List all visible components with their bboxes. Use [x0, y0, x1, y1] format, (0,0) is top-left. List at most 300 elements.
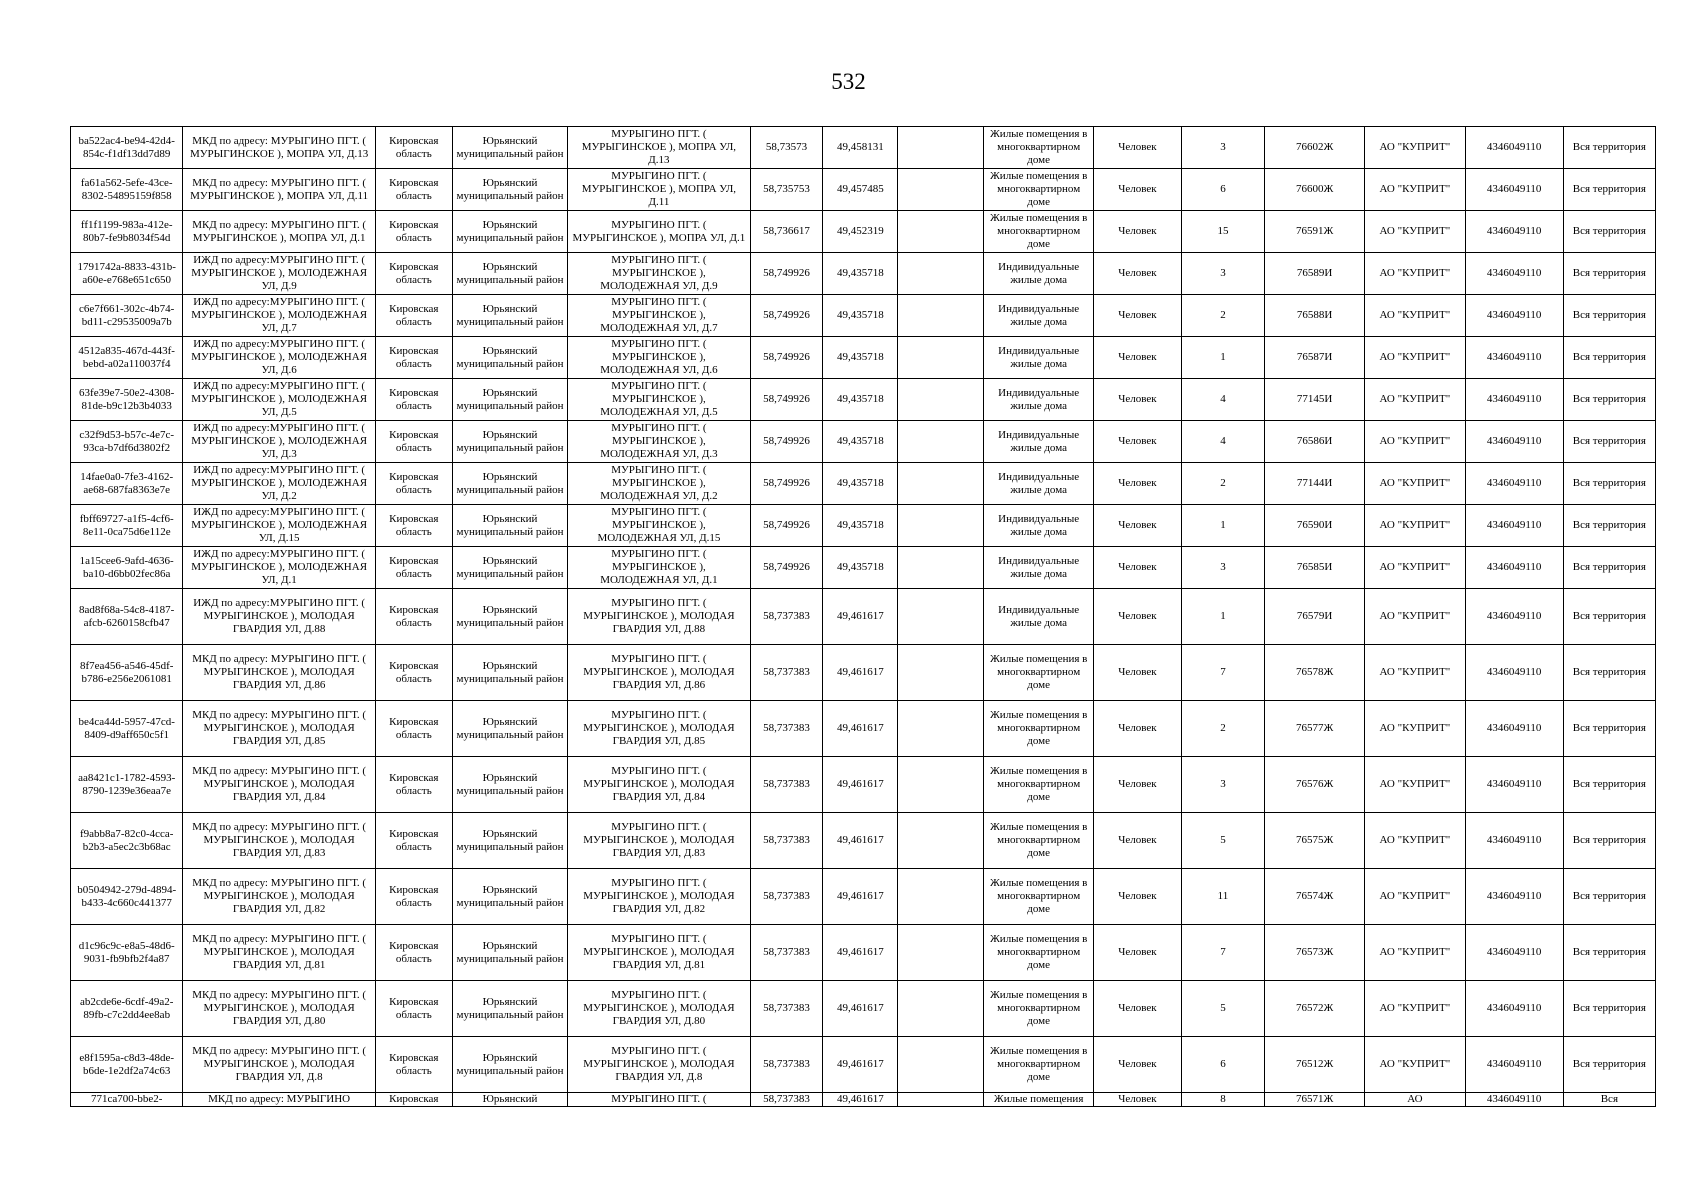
latitude-cell: 58,749926 — [750, 463, 823, 505]
empty-cell — [898, 925, 984, 981]
district-cell: Юрьянский муниципальный район — [452, 645, 567, 701]
longitude-cell: 49,461617 — [823, 1037, 898, 1093]
organization-cell: АО "КУПРИТ" — [1365, 645, 1465, 701]
object-name-cell: МКД по адресу: МУРЫГИНО ПГТ. ( МУРЫГИНСКОЕ ), МОПРА УЛ, Д.11 — [183, 169, 375, 211]
district-cell: Юрьянский муниципальный район — [452, 169, 567, 211]
row-id-cell: ff1f1199-983a-412e-80b7-fe9b8034f54d — [71, 211, 183, 253]
code-cell: 76579И — [1265, 589, 1365, 645]
row-id-cell: f9abb8a7-82c0-4cca-b2b3-a5ec2c3b68ac — [71, 813, 183, 869]
table-row — [71, 925, 1656, 981]
region-cell: Кировская область — [375, 337, 452, 379]
empty-cell — [898, 379, 984, 421]
unit-cell: Человек — [1093, 757, 1181, 813]
count-cell: 2 — [1181, 295, 1264, 337]
territory-cell: Вся территория — [1563, 421, 1655, 463]
table-row — [71, 169, 1656, 211]
region-cell: Кировская область — [375, 981, 452, 1037]
object-name-cell: МКД по адресу: МУРЫГИНО ПГТ. ( МУРЫГИНСКОЕ ), МОЛОДАЯ ГВАРДИЯ УЛ, Д.83 — [183, 813, 375, 869]
address-cell: МУРЫГИНО ПГТ. ( МУРЫГИНСКОЕ ), МОЛОДАЯ ГВАРДИЯ УЛ, Д.86 — [568, 645, 750, 701]
empty-cell — [898, 337, 984, 379]
empty-cell — [898, 645, 984, 701]
organization-cell: АО "КУПРИТ" — [1365, 337, 1465, 379]
row-id-cell: be4ca44d-5957-47cd-8409-d9aff650c5f1 — [71, 701, 183, 757]
code-cell: 76575Ж — [1265, 813, 1365, 869]
latitude-cell: 58,737383 — [750, 701, 823, 757]
address-cell: МУРЫГИНО ПГТ. ( МУРЫГИНСКОЕ ), МОЛОДАЯ ГВАРДИЯ УЛ, Д.8 — [568, 1037, 750, 1093]
count-cell: 5 — [1181, 813, 1264, 869]
district-cell: Юрьянский — [452, 1093, 567, 1107]
empty-cell — [898, 1093, 984, 1107]
organization-cell: АО "КУПРИТ" — [1365, 589, 1465, 645]
district-cell: Юрьянский муниципальный район — [452, 813, 567, 869]
row-id-cell: 14fae0a0-7fe3-4162-ae68-687fa8363e7e — [71, 463, 183, 505]
inn-cell: 4346049110 — [1465, 547, 1563, 589]
latitude-cell: 58,737383 — [750, 925, 823, 981]
region-cell: Кировская область — [375, 421, 452, 463]
empty-cell — [898, 169, 984, 211]
district-cell: Юрьянский муниципальный район — [452, 463, 567, 505]
region-cell: Кировская область — [375, 701, 452, 757]
region-cell: Кировская область — [375, 463, 452, 505]
address-cell: МУРЫГИНО ПГТ. ( МУРЫГИНСКОЕ ), МОЛОДАЯ ГВАРДИЯ УЛ, Д.83 — [568, 813, 750, 869]
code-cell: 76591Ж — [1265, 211, 1365, 253]
object-type-cell: Индивидуальные жилые дома — [984, 547, 1093, 589]
object-name-cell: ИЖД по адресу:МУРЫГИНО ПГТ. ( МУРЫГИНСКОЕ ), МОЛОДАЯ ГВАРДИЯ УЛ, Д.88 — [183, 589, 375, 645]
latitude-cell: 58,737383 — [750, 869, 823, 925]
object-name-cell: ИЖД по адресу:МУРЫГИНО ПГТ. ( МУРЫГИНСКОЕ ), МОЛОДЕЖНАЯ УЛ, Д.5 — [183, 379, 375, 421]
row-id-cell: c6e7f661-302c-4b74-bd11-c29535009a7b — [71, 295, 183, 337]
longitude-cell: 49,435718 — [823, 505, 898, 547]
latitude-cell: 58,736617 — [750, 211, 823, 253]
code-cell: 76574Ж — [1265, 869, 1365, 925]
longitude-cell: 49,461617 — [823, 925, 898, 981]
latitude-cell: 58,737383 — [750, 589, 823, 645]
territory-cell: Вся территория — [1563, 211, 1655, 253]
empty-cell — [898, 211, 984, 253]
object-name-cell: ИЖД по адресу:МУРЫГИНО ПГТ. ( МУРЫГИНСКОЕ ), МОЛОДЕЖНАЯ УЛ, Д.2 — [183, 463, 375, 505]
unit-cell: Человек — [1093, 421, 1181, 463]
row-id-cell: d1c96c9c-e8a5-48d6-9031-fb9bfb2f4a87 — [71, 925, 183, 981]
district-cell: Юрьянский муниципальный район — [452, 701, 567, 757]
table-row — [71, 813, 1656, 869]
count-cell: 1 — [1181, 589, 1264, 645]
count-cell: 6 — [1181, 1037, 1264, 1093]
organization-cell: АО "КУПРИТ" — [1365, 547, 1465, 589]
territory-cell: Вся территория — [1563, 547, 1655, 589]
object-name-cell: ИЖД по адресу:МУРЫГИНО ПГТ. ( МУРЫГИНСКОЕ ), МОЛОДЕЖНАЯ УЛ, Д.9 — [183, 253, 375, 295]
district-cell: Юрьянский муниципальный район — [452, 1037, 567, 1093]
address-cell: МУРЫГИНО ПГТ. ( МУРЫГИНСКОЕ ), МОЛОДАЯ ГВАРДИЯ УЛ, Д.81 — [568, 925, 750, 981]
region-cell: Кировская область — [375, 295, 452, 337]
unit-cell: Человек — [1093, 589, 1181, 645]
table-row — [71, 589, 1656, 645]
table-row — [71, 463, 1656, 505]
organization-cell: АО "КУПРИТ" — [1365, 1037, 1465, 1093]
table-row — [71, 869, 1656, 925]
unit-cell: Человек — [1093, 981, 1181, 1037]
organization-cell: АО "КУПРИТ" — [1365, 421, 1465, 463]
code-cell: 76576Ж — [1265, 757, 1365, 813]
code-cell: 76512Ж — [1265, 1037, 1365, 1093]
table-row — [71, 645, 1656, 701]
row-id-cell: b0504942-279d-4894-b433-4c660c441377 — [71, 869, 183, 925]
district-cell: Юрьянский муниципальный район — [452, 869, 567, 925]
empty-cell — [898, 813, 984, 869]
count-cell: 6 — [1181, 169, 1264, 211]
count-cell: 7 — [1181, 645, 1264, 701]
registry-table — [70, 126, 1656, 1107]
row-id-cell: 63fe39e7-50e2-4308-81de-b9c12b3b4033 — [71, 379, 183, 421]
code-cell: 76571Ж — [1265, 1093, 1365, 1107]
territory-cell: Вся территория — [1563, 337, 1655, 379]
region-cell: Кировская область — [375, 813, 452, 869]
district-cell: Юрьянский муниципальный район — [452, 547, 567, 589]
district-cell: Юрьянский муниципальный район — [452, 127, 567, 169]
object-type-cell: Индивидуальные жилые дома — [984, 463, 1093, 505]
table-row — [71, 337, 1656, 379]
latitude-cell: 58,749926 — [750, 337, 823, 379]
address-cell: МУРЫГИНО ПГТ. ( МУРЫГИНСКОЕ ), МОЛОДЕЖНАЯ УЛ, Д.2 — [568, 463, 750, 505]
object-name-cell: МКД по адресу: МУРЫГИНО ПГТ. ( МУРЫГИНСКОЕ ), МОЛОДАЯ ГВАРДИЯ УЛ, Д.84 — [183, 757, 375, 813]
territory-cell: Вся территория — [1563, 379, 1655, 421]
unit-cell: Человек — [1093, 253, 1181, 295]
table-row — [71, 547, 1656, 589]
territory-cell: Вся территория — [1563, 505, 1655, 547]
unit-cell: Человек — [1093, 925, 1181, 981]
count-cell: 4 — [1181, 379, 1264, 421]
empty-cell — [898, 463, 984, 505]
empty-cell — [898, 701, 984, 757]
unit-cell: Человек — [1093, 295, 1181, 337]
table-row — [71, 421, 1656, 463]
region-cell: Кировская область — [375, 169, 452, 211]
address-cell: МУРЫГИНО ПГТ. ( МУРЫГИНСКОЕ ), МОЛОДАЯ ГВАРДИЯ УЛ, Д.80 — [568, 981, 750, 1037]
object-name-cell: МКД по адресу: МУРЫГИНО ПГТ. ( МУРЫГИНСКОЕ ), МОЛОДАЯ ГВАРДИЯ УЛ, Д.82 — [183, 869, 375, 925]
unit-cell: Человек — [1093, 547, 1181, 589]
empty-cell — [898, 547, 984, 589]
district-cell: Юрьянский муниципальный район — [452, 337, 567, 379]
row-id-cell: 8f7ea456-a546-45df-b786-e256e2061081 — [71, 645, 183, 701]
address-cell: МУРЫГИНО ПГТ. ( МУРЫГИНСКОЕ ), МОЛОДЕЖНАЯ УЛ, Д.15 — [568, 505, 750, 547]
organization-cell: АО "КУПРИТ" — [1365, 127, 1465, 169]
count-cell: 3 — [1181, 757, 1264, 813]
object-type-cell: Жилые помещения в многоквартирном доме — [984, 169, 1093, 211]
object-type-cell: Индивидуальные жилые дома — [984, 379, 1093, 421]
district-cell: Юрьянский муниципальный район — [452, 505, 567, 547]
object-name-cell: МКД по адресу: МУРЫГИНО ПГТ. ( МУРЫГИНСКОЕ ), МОПРА УЛ, Д.13 — [183, 127, 375, 169]
unit-cell: Человек — [1093, 463, 1181, 505]
district-cell: Юрьянский муниципальный район — [452, 421, 567, 463]
unit-cell: Человек — [1093, 701, 1181, 757]
unit-cell: Человек — [1093, 211, 1181, 253]
code-cell: 77145И — [1265, 379, 1365, 421]
latitude-cell: 58,749926 — [750, 421, 823, 463]
latitude-cell: 58,749926 — [750, 379, 823, 421]
address-cell: МУРЫГИНО ПГТ. ( МУРЫГИНСКОЕ ), МОПРА УЛ, Д.13 — [568, 127, 750, 169]
organization-cell: АО "КУПРИТ" — [1365, 253, 1465, 295]
object-type-cell: Жилые помещения в многоквартирном доме — [984, 813, 1093, 869]
page-number: 532 — [831, 69, 866, 94]
address-cell: МУРЫГИНО ПГТ. ( МУРЫГИНСКОЕ ), МОЛОДЕЖНАЯ УЛ, Д.9 — [568, 253, 750, 295]
longitude-cell: 49,461617 — [823, 869, 898, 925]
object-name-cell: МКД по адресу: МУРЫГИНО ПГТ. ( МУРЫГИНСКОЕ ), МОПРА УЛ, Д.1 — [183, 211, 375, 253]
longitude-cell: 49,435718 — [823, 379, 898, 421]
code-cell: 76586И — [1265, 421, 1365, 463]
empty-cell — [898, 1037, 984, 1093]
object-type-cell: Жилые помещения в многоквартирном доме — [984, 1037, 1093, 1093]
count-cell: 1 — [1181, 337, 1264, 379]
code-cell: 76588И — [1265, 295, 1365, 337]
district-cell: Юрьянский муниципальный район — [452, 295, 567, 337]
object-type-cell: Жилые помещения в многоквартирном доме — [984, 869, 1093, 925]
territory-cell: Вся территория — [1563, 463, 1655, 505]
district-cell: Юрьянский муниципальный район — [452, 757, 567, 813]
inn-cell: 4346049110 — [1465, 337, 1563, 379]
inn-cell: 4346049110 — [1465, 379, 1563, 421]
count-cell: 4 — [1181, 421, 1264, 463]
code-cell: 76572Ж — [1265, 981, 1365, 1037]
count-cell: 8 — [1181, 1093, 1264, 1107]
organization-cell: АО "КУПРИТ" — [1365, 869, 1465, 925]
unit-cell: Человек — [1093, 1093, 1181, 1107]
empty-cell — [898, 869, 984, 925]
table-row — [71, 253, 1656, 295]
address-cell: МУРЫГИНО ПГТ. ( МУРЫГИНСКОЕ ), МОЛОДАЯ ГВАРДИЯ УЛ, Д.82 — [568, 869, 750, 925]
object-type-cell: Индивидуальные жилые дома — [984, 421, 1093, 463]
object-name-cell: МКД по адресу: МУРЫГИНО ПГТ. ( МУРЫГИНСКОЕ ), МОЛОДАЯ ГВАРДИЯ УЛ, Д.81 — [183, 925, 375, 981]
territory-cell: Вся территория — [1563, 127, 1655, 169]
district-cell: Юрьянский муниципальный район — [452, 253, 567, 295]
table-row — [71, 1037, 1656, 1093]
object-type-cell: Индивидуальные жилые дома — [984, 295, 1093, 337]
inn-cell: 4346049110 — [1465, 925, 1563, 981]
territory-cell: Вся территория — [1563, 169, 1655, 211]
territory-cell: Вся территория — [1563, 981, 1655, 1037]
inn-cell: 4346049110 — [1465, 127, 1563, 169]
inn-cell: 4346049110 — [1465, 1093, 1563, 1107]
count-cell: 3 — [1181, 127, 1264, 169]
longitude-cell: 49,435718 — [823, 337, 898, 379]
district-cell: Юрьянский муниципальный район — [452, 589, 567, 645]
inn-cell: 4346049110 — [1465, 813, 1563, 869]
inn-cell: 4346049110 — [1465, 211, 1563, 253]
district-cell: Юрьянский муниципальный район — [452, 925, 567, 981]
address-cell: МУРЫГИНО ПГТ. ( МУРЫГИНСКОЕ ), МОЛОДЕЖНАЯ УЛ, Д.1 — [568, 547, 750, 589]
latitude-cell: 58,749926 — [750, 547, 823, 589]
unit-cell: Человек — [1093, 379, 1181, 421]
table-row — [71, 127, 1656, 169]
inn-cell: 4346049110 — [1465, 505, 1563, 547]
latitude-cell: 58,749926 — [750, 253, 823, 295]
unit-cell: Человек — [1093, 869, 1181, 925]
longitude-cell: 49,435718 — [823, 295, 898, 337]
latitude-cell: 58,737383 — [750, 813, 823, 869]
code-cell: 76577Ж — [1265, 701, 1365, 757]
inn-cell: 4346049110 — [1465, 869, 1563, 925]
organization-cell: АО "КУПРИТ" — [1365, 701, 1465, 757]
empty-cell — [898, 981, 984, 1037]
latitude-cell: 58,735753 — [750, 169, 823, 211]
count-cell: 5 — [1181, 981, 1264, 1037]
organization-cell: АО "КУПРИТ" — [1365, 211, 1465, 253]
territory-cell: Вся территория — [1563, 701, 1655, 757]
territory-cell: Вся территория — [1563, 295, 1655, 337]
row-id-cell: fa61a562-5efe-43ce-8302-54895159f858 — [71, 169, 183, 211]
code-cell: 76602Ж — [1265, 127, 1365, 169]
longitude-cell: 49,461617 — [823, 813, 898, 869]
object-name-cell: МКД по адресу: МУРЫГИНО ПГТ. ( МУРЫГИНСКОЕ ), МОЛОДАЯ ГВАРДИЯ УЛ, Д.80 — [183, 981, 375, 1037]
object-name-cell: МКД по адресу: МУРЫГИНО ПГТ. ( МУРЫГИНСКОЕ ), МОЛОДАЯ ГВАРДИЯ УЛ, Д.8 — [183, 1037, 375, 1093]
unit-cell: Человек — [1093, 1037, 1181, 1093]
longitude-cell: 49,435718 — [823, 253, 898, 295]
region-cell: Кировская область — [375, 1037, 452, 1093]
territory-cell: Вся территория — [1563, 813, 1655, 869]
region-cell: Кировская область — [375, 757, 452, 813]
object-type-cell: Жилые помещения в многоквартирном доме — [984, 981, 1093, 1037]
row-id-cell: c32f9d53-b57c-4e7c-93ca-b7df6d3802f2 — [71, 421, 183, 463]
unit-cell: Человек — [1093, 127, 1181, 169]
table-row — [71, 981, 1656, 1037]
count-cell: 3 — [1181, 547, 1264, 589]
table-row — [71, 1093, 1656, 1107]
longitude-cell: 49,461617 — [823, 1093, 898, 1107]
inn-cell: 4346049110 — [1465, 645, 1563, 701]
region-cell: Кировская область — [375, 869, 452, 925]
region-cell: Кировская область — [375, 645, 452, 701]
region-cell: Кировская область — [375, 127, 452, 169]
count-cell: 2 — [1181, 463, 1264, 505]
count-cell: 15 — [1181, 211, 1264, 253]
region-cell: Кировская область — [375, 505, 452, 547]
region-cell: Кировская — [375, 1093, 452, 1107]
table-row — [71, 211, 1656, 253]
region-cell: Кировская область — [375, 589, 452, 645]
code-cell: 76600Ж — [1265, 169, 1365, 211]
object-type-cell: Индивидуальные жилые дома — [984, 505, 1093, 547]
organization-cell: АО "КУПРИТ" — [1365, 813, 1465, 869]
empty-cell — [898, 589, 984, 645]
inn-cell: 4346049110 — [1465, 1037, 1563, 1093]
inn-cell: 4346049110 — [1465, 169, 1563, 211]
district-cell: Юрьянский муниципальный район — [452, 211, 567, 253]
count-cell: 3 — [1181, 253, 1264, 295]
territory-cell: Вся территория — [1563, 253, 1655, 295]
district-cell: Юрьянский муниципальный район — [452, 981, 567, 1037]
object-type-cell: Индивидуальные жилые дома — [984, 589, 1093, 645]
address-cell: МУРЫГИНО ПГТ. ( МУРЫГИНСКОЕ ), МОПРА УЛ, Д.1 — [568, 211, 750, 253]
inn-cell: 4346049110 — [1465, 295, 1563, 337]
longitude-cell: 49,461617 — [823, 757, 898, 813]
organization-cell: АО "КУПРИТ" — [1365, 757, 1465, 813]
address-cell: МУРЫГИНО ПГТ. ( — [568, 1093, 750, 1107]
organization-cell: АО "КУПРИТ" — [1365, 981, 1465, 1037]
code-cell: 76587И — [1265, 337, 1365, 379]
latitude-cell: 58,737383 — [750, 1093, 823, 1107]
empty-cell — [898, 253, 984, 295]
address-cell: МУРЫГИНО ПГТ. ( МУРЫГИНСКОЕ ), МОЛОДЕЖНАЯ УЛ, Д.6 — [568, 337, 750, 379]
longitude-cell: 49,461617 — [823, 701, 898, 757]
table-row — [71, 757, 1656, 813]
longitude-cell: 49,435718 — [823, 421, 898, 463]
object-name-cell: ИЖД по адресу:МУРЫГИНО ПГТ. ( МУРЫГИНСКОЕ ), МОЛОДЕЖНАЯ УЛ, Д.3 — [183, 421, 375, 463]
region-cell: Кировская область — [375, 379, 452, 421]
address-cell: МУРЫГИНО ПГТ. ( МУРЫГИНСКОЕ ), МОПРА УЛ, Д.11 — [568, 169, 750, 211]
object-type-cell: Жилые помещения — [984, 1093, 1093, 1107]
longitude-cell: 49,457485 — [823, 169, 898, 211]
inn-cell: 4346049110 — [1465, 589, 1563, 645]
organization-cell: АО "КУПРИТ" — [1365, 463, 1465, 505]
object-name-cell: ИЖД по адресу:МУРЫГИНО ПГТ. ( МУРЫГИНСКОЕ ), МОЛОДЕЖНАЯ УЛ, Д.15 — [183, 505, 375, 547]
object-type-cell: Жилые помещения в многоквартирном доме — [984, 701, 1093, 757]
object-name-cell: МКД по адресу: МУРЫГИНО ПГТ. ( МУРЫГИНСКОЕ ), МОЛОДАЯ ГВАРДИЯ УЛ, Д.85 — [183, 701, 375, 757]
inn-cell: 4346049110 — [1465, 701, 1563, 757]
region-cell: Кировская область — [375, 547, 452, 589]
longitude-cell: 49,461617 — [823, 981, 898, 1037]
address-cell: МУРЫГИНО ПГТ. ( МУРЫГИНСКОЕ ), МОЛОДАЯ ГВАРДИЯ УЛ, Д.85 — [568, 701, 750, 757]
longitude-cell: 49,461617 — [823, 645, 898, 701]
row-id-cell: aa8421c1-1782-4593-8790-1239e36eaa7e — [71, 757, 183, 813]
territory-cell: Вся — [1563, 1093, 1655, 1107]
address-cell: МУРЫГИНО ПГТ. ( МУРЫГИНСКОЕ ), МОЛОДАЯ ГВАРДИЯ УЛ, Д.84 — [568, 757, 750, 813]
territory-cell: Вся территория — [1563, 645, 1655, 701]
latitude-cell: 58,737383 — [750, 645, 823, 701]
territory-cell: Вся территория — [1563, 1037, 1655, 1093]
object-name-cell: ИЖД по адресу:МУРЫГИНО ПГТ. ( МУРЫГИНСКОЕ ), МОЛОДЕЖНАЯ УЛ, Д.6 — [183, 337, 375, 379]
row-id-cell: 8ad8f68a-54c8-4187-afcb-6260158cfb47 — [71, 589, 183, 645]
object-name-cell: ИЖД по адресу:МУРЫГИНО ПГТ. ( МУРЫГИНСКОЕ ), МОЛОДЕЖНАЯ УЛ, Д.7 — [183, 295, 375, 337]
latitude-cell: 58,737383 — [750, 981, 823, 1037]
address-cell: МУРЫГИНО ПГТ. ( МУРЫГИНСКОЕ ), МОЛОДЕЖНАЯ УЛ, Д.7 — [568, 295, 750, 337]
latitude-cell: 58,749926 — [750, 505, 823, 547]
code-cell: 76578Ж — [1265, 645, 1365, 701]
territory-cell: Вся территория — [1563, 925, 1655, 981]
inn-cell: 4346049110 — [1465, 463, 1563, 505]
organization-cell: АО "КУПРИТ" — [1365, 295, 1465, 337]
organization-cell: АО "КУПРИТ" — [1365, 379, 1465, 421]
object-type-cell: Индивидуальные жилые дома — [984, 253, 1093, 295]
code-cell: 76589И — [1265, 253, 1365, 295]
inn-cell: 4346049110 — [1465, 981, 1563, 1037]
longitude-cell: 49,452319 — [823, 211, 898, 253]
object-name-cell: МКД по адресу: МУРЫГИНО ПГТ. ( МУРЫГИНСКОЕ ), МОЛОДАЯ ГВАРДИЯ УЛ, Д.86 — [183, 645, 375, 701]
inn-cell: 4346049110 — [1465, 421, 1563, 463]
region-cell: Кировская область — [375, 925, 452, 981]
code-cell: 76590И — [1265, 505, 1365, 547]
code-cell: 76585И — [1265, 547, 1365, 589]
latitude-cell: 58,73573 — [750, 127, 823, 169]
address-cell: МУРЫГИНО ПГТ. ( МУРЫГИНСКОЕ ), МОЛОДЕЖНАЯ УЛ, Д.5 — [568, 379, 750, 421]
object-type-cell: Индивидуальные жилые дома — [984, 337, 1093, 379]
row-id-cell: ba522ac4-be94-42d4-854c-f1df13dd7d89 — [71, 127, 183, 169]
address-cell: МУРЫГИНО ПГТ. ( МУРЫГИНСКОЕ ), МОЛОДАЯ ГВАРДИЯ УЛ, Д.88 — [568, 589, 750, 645]
count-cell: 1 — [1181, 505, 1264, 547]
latitude-cell: 58,737383 — [750, 1037, 823, 1093]
unit-cell: Человек — [1093, 645, 1181, 701]
empty-cell — [898, 421, 984, 463]
unit-cell: Человек — [1093, 337, 1181, 379]
object-type-cell: Жилые помещения в многоквартирном доме — [984, 211, 1093, 253]
territory-cell: Вся территория — [1563, 757, 1655, 813]
object-type-cell: Жилые помещения в многоквартирном доме — [984, 127, 1093, 169]
object-name-cell: ИЖД по адресу:МУРЫГИНО ПГТ. ( МУРЫГИНСКОЕ ), МОЛОДЕЖНАЯ УЛ, Д.1 — [183, 547, 375, 589]
organization-cell: АО "КУПРИТ" — [1365, 925, 1465, 981]
empty-cell — [898, 295, 984, 337]
table-row — [71, 505, 1656, 547]
unit-cell: Человек — [1093, 813, 1181, 869]
longitude-cell: 49,458131 — [823, 127, 898, 169]
longitude-cell: 49,461617 — [823, 589, 898, 645]
territory-cell: Вся территория — [1563, 869, 1655, 925]
